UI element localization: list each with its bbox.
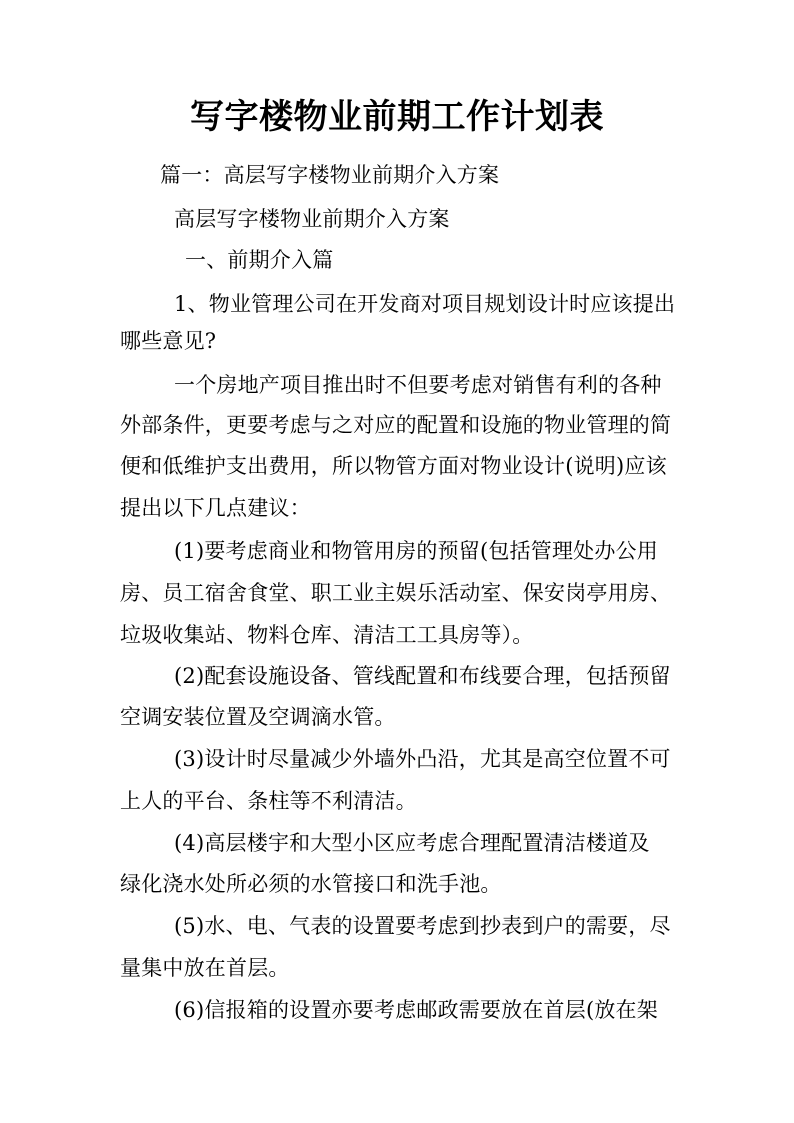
paragraph-line-2: 外部条件，更要考虑与之对应的配置和设施的物业管理的简 [120,413,672,437]
item-5-line-2: 量集中放在首层。 [120,956,290,980]
part-heading: 一、前期介入篇 [185,248,334,272]
item-3-line-1: (3)设计时尽量减少外墙外凸沿，尤其是高空位置不可 [174,747,671,771]
paragraph-line-1: 一个房地产项目推出时不但要考虑对销售有利的各种 [174,373,662,397]
paragraph-line-3: 便和低维护支出费用，所以物管方面对物业设计(说明)应该 [120,454,667,478]
paragraph-line-4: 提出以下几点建议： [120,496,311,520]
item-5-line-1: (5)水、电、气表的设置要考虑到抄表到户的需要，尽 [174,914,671,938]
document-title: 写字楼物业前期工作计划表 [190,97,604,137]
item-2-line-1: (2)配套设施设备、管线配置和布线要合理，包括预留 [174,664,671,688]
question-line-2: 哪些意见? [120,329,217,353]
question-line-1: 1、物业管理公司在开发商对项目规划设计时应该提出 [174,292,676,316]
item-4-line-2: 绿化浇水处所必须的水管接口和洗手池。 [120,872,502,896]
section-heading: 篇一：高层写字楼物业前期介入方案 [160,163,500,187]
item-3-line-2: 上人的平台、条柱等不利清洁。 [120,789,417,813]
item-6-line-1: (6)信报箱的设置亦要考虑邮政需要放在首层(放在架 [174,998,658,1022]
item-2-line-2: 空调安装位置及空调滴水管。 [120,705,396,729]
item-1-line-1: (1)要考虑商业和物管用房的预留(包括管理处办公用 [174,539,658,563]
section-subheading: 高层写字楼物业前期介入方案 [174,207,450,231]
item-1-line-3: 垃圾收集站、物料仓库、清洁工工具房等）。 [120,623,534,647]
item-4-line-1: (4)高层楼宇和大型小区应考虑合理配置清洁楼道及 [174,831,650,855]
item-1-line-2: 房、员工宿舍食堂、职工业主娱乐活动室、保安岗亭用房、 [120,581,672,605]
